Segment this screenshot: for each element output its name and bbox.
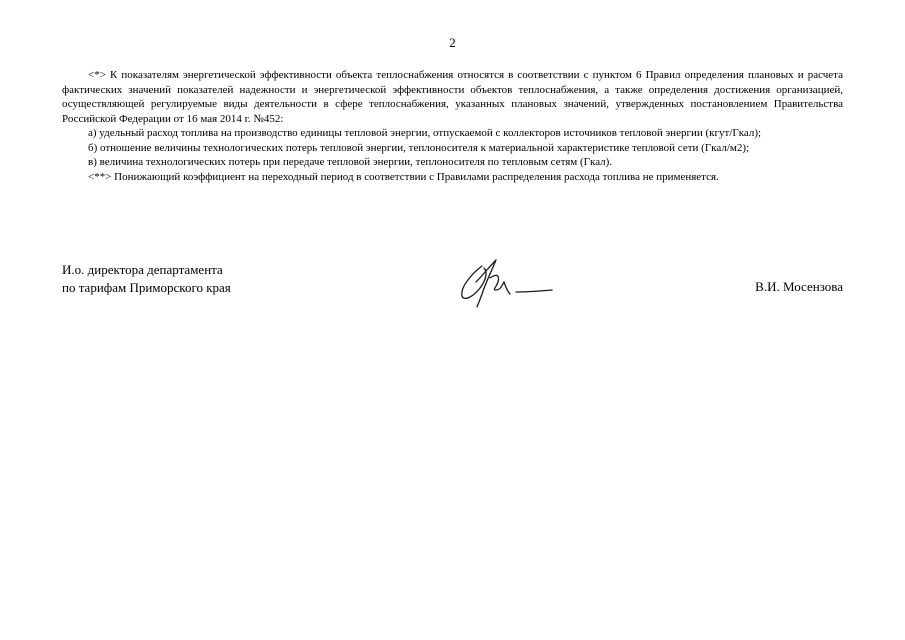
signer-title-line-1: И.о. директора департамента	[62, 262, 223, 277]
handwritten-signature	[452, 252, 562, 310]
page-number: 2	[449, 35, 456, 50]
signer-title	[62, 261, 231, 297]
footnote-main: <*> К показателям энергетической эффективности объекта теплоснабжения относятся в соответствии с пунктом 6 Правил определения плановых и расчета фактических значений показателей надежности и энергетической эффективности объектов теплоснабжения, а также определения достижения организацией, осуществляющей регулируемые виды деятельности в сфере теплоснабжения, указанных плановых значений, утвержденных постановлением Правительства Российской Федерации от 16 мая 2014 г. №452:	[62, 69, 843, 125]
footnote-item-c: в) величина технологических потерь при передаче тепловой энергии, теплоносителя по тепловым сетям (Гкал).	[88, 156, 613, 168]
signer-title-line-2: по тарифам Приморского края	[62, 280, 231, 295]
signer-name: В.И. Мосензова	[755, 279, 843, 294]
footnote-item-b: б) отношение величины технологических потерь тепловой энергии, теплоносителя к материальной характеристике тепловой сети (Гкал/м2);	[88, 141, 750, 154]
footnotes	[62, 68, 843, 184]
footnote-item-a: а) удельный расход топлива на производство единицы тепловой энергии, отпускаемой с коллекторов источников тепловой энергии (кгут/Гкал);	[88, 127, 762, 139]
footnote-coefficient: <**> Понижающий коэффициент на переходный период в соответствии с Правилами распределения расхода топлива не применяется.	[88, 170, 719, 183]
